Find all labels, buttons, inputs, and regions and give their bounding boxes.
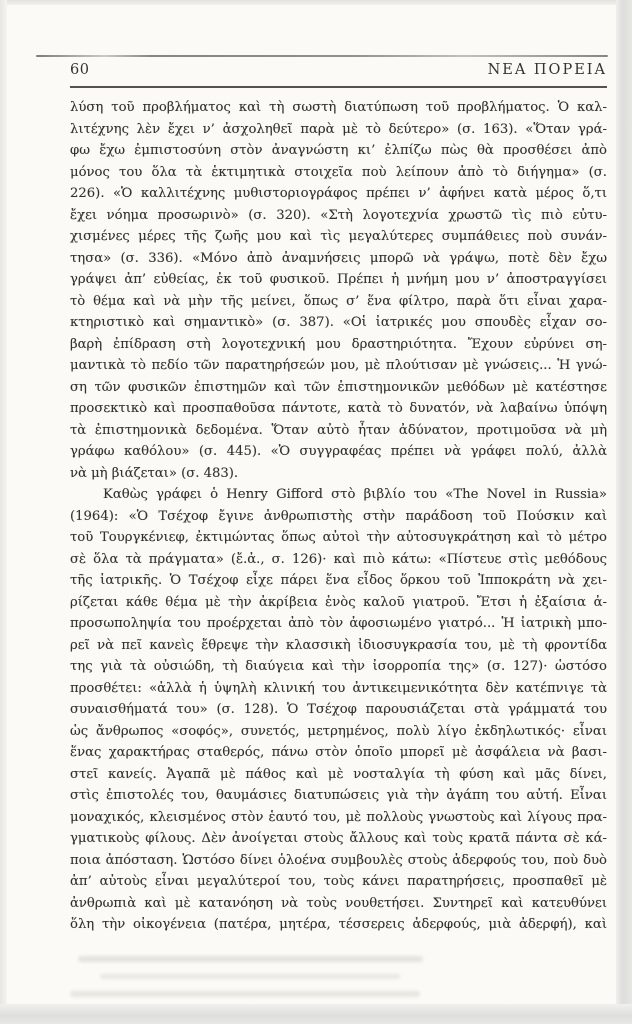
page-header [70,62,607,78]
text-line: γράψει ἀπ’ εὐθείας, ἐκ τοῦ φυσικοῦ. Πρέπει ἡ μνήμη μου ν’ ἀποστραγγίσει [70,272,607,287]
text-line: μοναχικός, κλεισμένος στὸν ἑαυτό του, μὲ πολλοὺς γνωστοὺς καὶ λίγους πρα- [70,809,607,825]
text-line: τὰ ἐπιστημονικὰ δεδομένα. Ὅταν αὐτὸ ἦταν ἀδύνατον, προτιμοῦσα νὰ μὴ [70,422,607,438]
scan-edge-left [0,0,7,1024]
page-number: 60 [70,62,90,78]
scan-showthrough-artifact [62,1006,402,1011]
text-line: ρεῖ νὰ πεῖ κανεὶς ἔθρεψε τὴν κλασσικὴ ἰδιοσυγκρασία του, μὲ τὴ φροντίδα [70,637,607,653]
text-line: προσεκτικὸ καὶ προσπαθοῦσα πάντοτε, κατὰ τὸ δυνατόν, νὰ λαβαίνω ὑπόψη [70,401,607,416]
text-line: ποια ἀπόσταση. Ὡστόσο δίνει ὁλοένα συμβουλὲς στοὺς ἀδερφούς του, ποὺ δυὸ [70,852,607,868]
text-line: ρίζεται κάθε θέμα μὲ τὴν ἀκρίβεια ἑνὸς καλοῦ γιατροῦ. Ἔτσι ἡ ἐξαίσια ἀ- [70,594,607,610]
text-line: μόνος του ὅλα τὰ ἑκτιμητικὰ στοιχεῖα ποὺ λείπουν ἀπὸ τὸ διήγημα» (σ. [70,164,607,180]
text-line: νὰ μὴ βιάζεται» (σ. 483). [70,465,239,481]
paragraph [70,484,607,936]
scan-artifact-streak [36,55,608,57]
text-line: 226). «Ὁ καλλιτέχνης μυθιστοριογράφος πρέπει ν’ ἀφήνει κατὰ μέρος ὅ,τι [70,186,607,201]
paragraph [70,97,607,484]
text-line: σὲ ὅλα τὰ πράγματα» (ἔ.ἀ., σ. 126)· καὶ πιὸ κάτω: «Πίστευε στὶς μεθόδους [70,551,607,567]
text-line: φω ἔχω ἐμπιστοσύνη στὸν ἀναγνώστη κι’ ἐλπίζω πὼς θὰ προσθέσει ἀπὸ [70,143,607,158]
text-line: της γιὰ τὰ οὐσιώδη, τὴ διαύγεια καὶ τὴν ἰσορροπία της» (σ. 127)· ὡστόσο [70,659,607,674]
text-line: ση τῶν φυσικῶν ἐπιστημῶν καὶ τῶν ἐπιστημονικῶν μεθόδων μὲ κατέστησε [70,379,607,395]
text-line: τῆς ἰατρικῆς. Ὁ Τσέχοφ εἶχε πάρει ἕνα εἶδος ὅρκου τοῦ Ἱπποκράτη νὰ χει- [70,573,607,588]
text-line: μαντικὰ τὸ πεδίο τῶν παρατηρήσεών μου, μὲ πλούτισαν μὲ γνώσεις... Ἡ γνώ- [70,358,607,373]
journal-title: ΝΕΑ ΠΟΡΕΙΑ [487,62,607,78]
text-line: Καθὼς γράφει ὁ Henry Gifford στὸ βιβλίο του «The Novel in Russia» [103,487,607,502]
text-line: τὸ θέμα καὶ νὰ μὴν τῆς μείνει, ὅπως σ’ ἕνα φίλτρο, παρὰ ὅτι εἶναι χαρα- [70,293,607,309]
text-line: ἔχει νόημα προσωρινὸ» (σ. 320). «Στὴ λογοτεχνία χρωστῶ τὶς πιὸ εὐτυ- [70,207,607,223]
text-line: τησα» (σ. 336). «Μόνο ἀπὸ ἀναμνήσεις μπορῶ νὰ γράψω, ποτὲ δὲν ἔχω [70,250,607,266]
text-line: προσωποληψία του προέρχεται ἀπὸ τὸν ἀφοσιωμένο γιατρό... Ἡ ἰατρικὴ μπο- [70,616,607,631]
text-line: ἀνθρωπιὰ καὶ μὲ κατανόηση νὰ τοὺς νουθετήσει. Συντηρεῖ καὶ κατευθύνει [70,895,607,911]
scan-showthrough-artifact [100,974,400,979]
text-line: γματικοὺς φίλους. Δὲν ἀνοίγεται στοὺς ἄλλους καὶ τοὺς κρατᾶ πάντα σὲ κά- [70,831,607,846]
scan-edge-right [616,0,632,1024]
scan-showthrough-artifact [70,991,420,997]
text-line: χισμένες μέρες τῆς ζωῆς μου καὶ τὶς μεγαλύτερες συμπάθειες ποὺ συνάν- [70,229,607,244]
text-line: ἀπ’ αὐτοὺς εἶναι μεγαλύτεροί του, τοὺς κάνει παρατηρήσεις, προσπαθεῖ μὲ [70,874,607,889]
text-line: λύση τοῦ προβλήματος καὶ τὴ σωστὴ διατύπωση τοῦ προβλήματος. Ὁ καλ- [70,100,607,115]
text-line: κτηριστικὸ καὶ σημαντικὸ» (σ. 387). «Οἱ ἰατρικές μου σπουδὲς εἶχαν σο- [70,315,607,330]
page-body [70,97,607,936]
scan-showthrough-artifact [78,956,423,962]
text-line: ἕνας χαρακτήρας σταθερός, πάνω στὸν ὁποῖο μπορεῖ μὲ ἀσφάλεια νὰ βασι- [70,745,607,760]
text-line: γράφω καθόλου» (σ. 445). «Ὁ συγγραφέας πρέπει νὰ γράφει πολύ, ἀλλὰ [70,444,607,459]
text-line: στὶς ἐπιστολές του, θαυμάσιες διατυπώσεις γιὰ τὴν ἀγάπη του αὐτή. Εἶναι [70,788,607,803]
text-line: (1964): «Ὁ Τσέχοφ ἔγινε ἀνθρωπιστὴς στὴν παράδοση τοῦ Πούσκιν καὶ [70,508,607,524]
text-line: προσθέτει: «ἀλλὰ ἡ ὑψηλὴ κλινική του ἀντικειμενικότητα δὲν κατέπνιγε τὰ [70,680,607,696]
scan-edge-top [0,0,632,5]
header-rule [70,86,607,88]
text-line: βαρὴ ἐπίδραση στὴ λογοτεχνική μου δραστηριότητα. Ἔχουν εὐρύνει ση- [70,336,607,352]
text-line: συναισθήματά του» (σ. 128). Ὁ Τσέχοφ παρουσιάζεται στὰ γράμματά του [70,702,607,717]
text-line: τοῦ Τουργκένιεφ, ἐκτιμώντας ὅπως αὐτοὶ τὴν αὐτοσυγκράτηση καὶ τὸ μέτρο [70,530,607,545]
text-line: λιτέχνης λὲν ἔχει ν’ ἀσχοληθεῖ παρὰ μὲ τὸ δεύτερο» (σ. 163). «Ὅταν γρά- [70,121,607,137]
text-line: στεῖ κανείς. Ἀγαπᾶ μὲ πάθος καὶ μὲ νοσταλγία τὴ φύση καὶ μᾶς δίνει, [70,766,607,782]
text-line: ὡς ἄνθρωπος «σοφός», συνετός, μετρημένος, πολὺ λίγο ἐκδηλωτικός· εἶναι [70,723,607,739]
text-line: ὅλη τὴν οἰκογένεια (πατέρα, μητέρα, τέσσερεις ἀδερφούς, μιὰ ἀδερφή), καὶ [70,917,607,932]
